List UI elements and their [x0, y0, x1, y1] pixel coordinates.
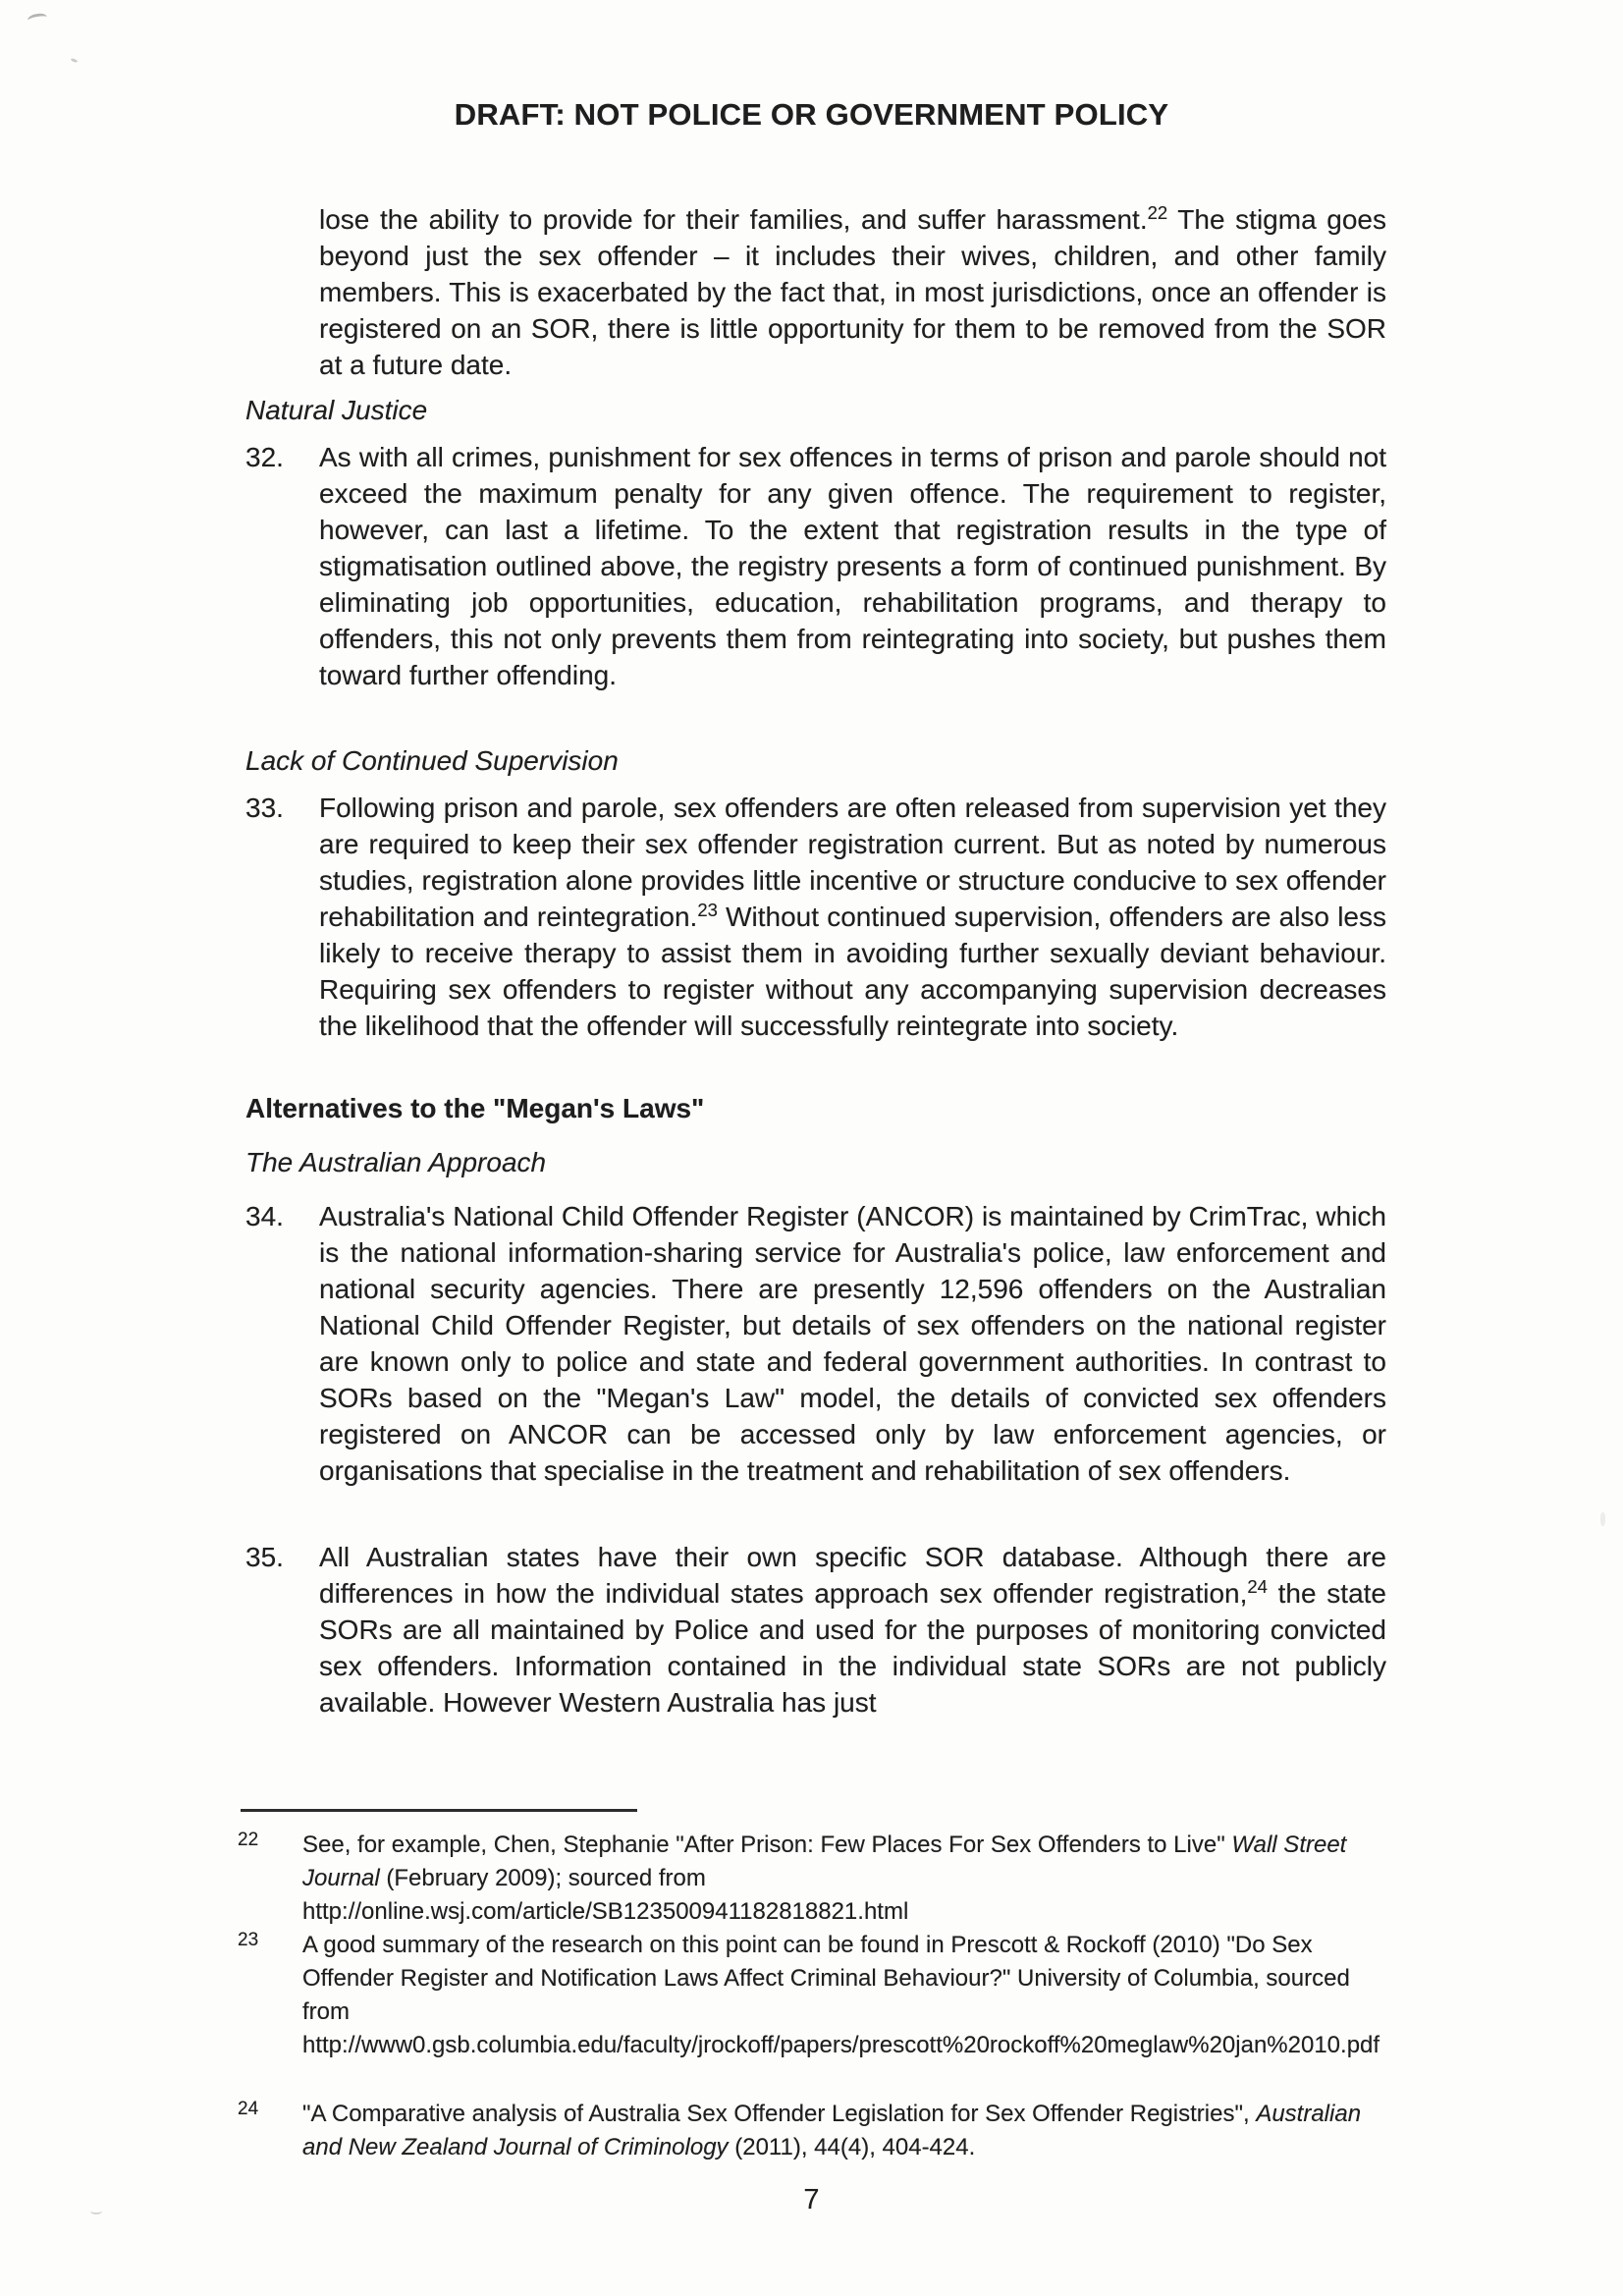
scan-artifact — [1600, 1512, 1605, 1526]
footnote-24-text: "A Comparative analysis of Australia Sex Offender Legislation for Sex Offender Registries", Australian and New Zealand Journal of Criminology (2011), 44(4), 404-424. — [302, 2101, 1362, 2160]
paragraph-32-text: As with all crimes, punishment for sex offences in terms of prison and parole should not exceed the maximum penalty for any given offence. The requirement to register, however, can last a lifetime. To the extent that registration results in the type of stigmatisation outlined above, the registry presents a form of continued punishment. By eliminating job opportunities, education, rehabilitation programs, and therapy to offenders, this not only prevents them from reintegrating into society, but pushes them toward further offending. — [319, 442, 1386, 690]
footnote-24-marker: 24 — [238, 2099, 259, 2119]
paragraph-33-text: Following prison and parole, sex offenders are often released from supervision yet they are required to keep their sex offender registration current. But as noted by numerous studies, registration alone provides little incentive or structure conducive to sex offender rehabilitation and reintegration.$^{23}$ Without continued supervision, offenders are also less likely to receive therapy to assist them in avoiding further sexually deviant behaviour. Requiring sex offenders to register without any accompanying supervision decreases the likelihood that the offender will successfully reintegrate into society. — [319, 793, 1386, 1041]
footnote-22-text: See, for example, Chen, Stephanie "After Prison: Few Places For Sex Offenders to Live" Wall Street Journal (February 2009); sourced from http://online.wsj.com/article/SB123500941182818821.html — [302, 1831, 1347, 1925]
footnote-23-marker: 23 — [238, 1930, 259, 1950]
paragraph-35 — [245, 1539, 1386, 1721]
page-number: 7 — [803, 2184, 820, 2215]
paragraph-32 — [245, 439, 1386, 693]
section-heading-natural-justice: Natural Justice — [245, 395, 428, 425]
paragraph-34-number: 34. — [245, 1201, 284, 1231]
section-heading-alternatives: Alternatives to the "Megan's Laws" — [245, 1093, 705, 1123]
section-heading-lack-of-supervision: Lack of Continued Supervision — [245, 745, 619, 776]
footnote-separator-rule — [241, 1809, 637, 1812]
paragraph-33-number: 33. — [245, 793, 284, 823]
paragraph-32-number: 32. — [245, 442, 284, 472]
paragraph-35-text: All Australian states have their own specific SOR database. Although there are differences in how the individual states approach sex offender registration,$^{24}$ the state SORs are all maintained by Police and used for the purposes of monitoring convicted sex offenders. Information contained in the individual state SORs are not publicly available. However Western Australia has just — [319, 1542, 1386, 1718]
paragraph-intro-text: lose the ability to provide for their families, and suffer harassment.$^{22}$ The stigma goes beyond just the sex offender – it includes their wives, children, and other family members. This is exacerbated by the fact that, in most jurisdictions, once an offender is registered on an SOR, there is little opportunity for them to be removed from the SOR at a future date. — [319, 201, 1387, 380]
paragraph-33 — [245, 790, 1386, 1044]
footnote-24 — [236, 2098, 1388, 2164]
section-heading-australian-approach: The Australian Approach — [245, 1147, 547, 1177]
footnote-22 — [236, 1829, 1388, 1929]
paragraph-34 — [245, 1198, 1386, 1489]
paragraph-34-text: Australia's National Child Offender Register (ANCOR) is maintained by CrimTrac, which is the national information-sharing service for Australia's police, law enforcement and national security agencies. There are presently 12,596 offenders on the Australian National Child Offender Register, but details of sex offenders on the national register are known only to police and state and federal government authorities. In contrast to SORs based on the "Megan's Law" model, the details of convicted sex offenders registered on ANCOR can be accessed only by law enforcement agencies, or organisations that specialise in the treatment and rehabilitation of sex offenders. — [319, 1201, 1386, 1486]
footnote-23-text: A good summary of the research on this point can be found in Prescott & Rockoff (2010) "Do Sex Offender Register and Notification Laws Affect Criminal Behaviour?" University of Columbia, sourced from http://www0.gsb.columbia.edu/faculty/jrockoff/papers/prescott%20rockoff%20meglaw%20jan%2010.pdf — [302, 1932, 1380, 2058]
footnote-23 — [236, 1929, 1388, 2062]
paragraph-35-number: 35. — [245, 1542, 284, 1572]
scan-artifact — [27, 12, 47, 25]
page-header-title: DRAFT: NOT POLICE OR GOVERNMENT POLICY — [454, 97, 1169, 132]
scan-artifact — [71, 58, 79, 63]
paragraph-intro — [245, 201, 1386, 383]
footnote-22-marker: 22 — [238, 1830, 259, 1850]
